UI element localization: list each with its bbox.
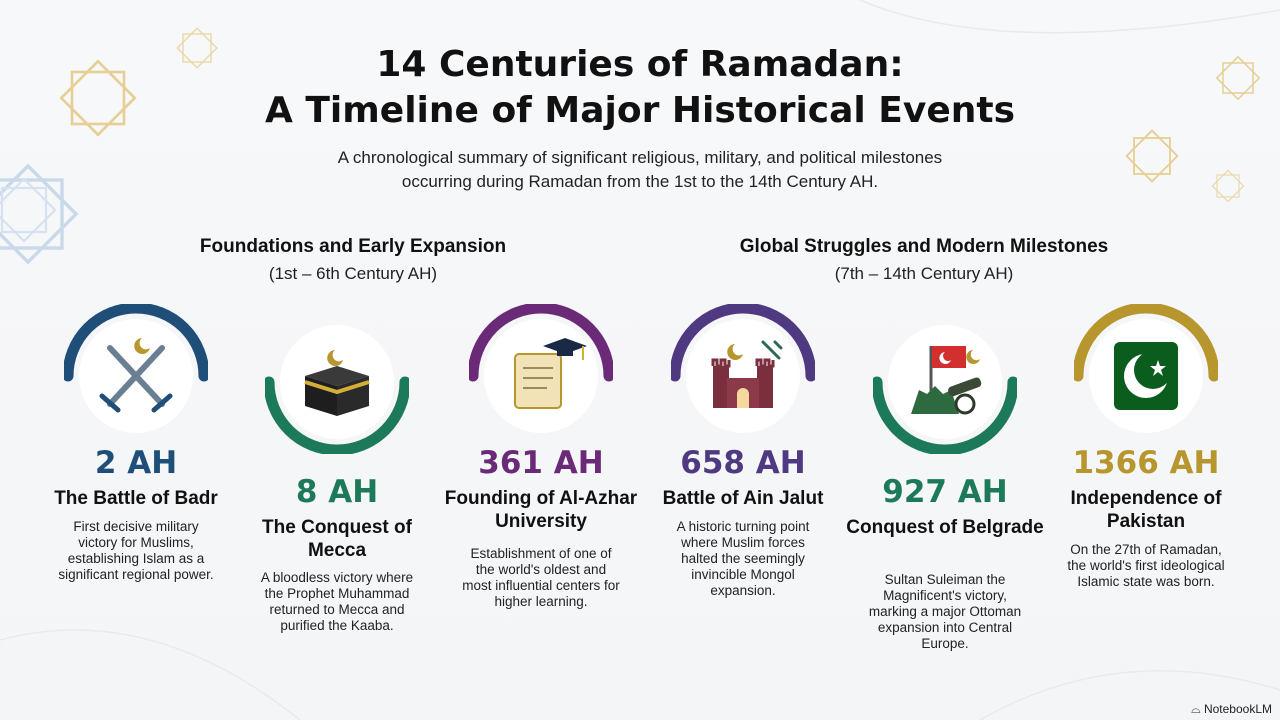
event-year: 8 AH [295,474,379,510]
subtitle-line-1: A chronological summary of significant religious, military, and political milestones [337,148,943,167]
event-title: The Conquest of Mecca [262,517,412,561]
event-year: 927 AH [882,474,1008,510]
event-title: Battle of Ain Jalut [662,488,824,509]
timeline-event-belgrade [845,310,1045,660]
event-title: The Battle of Badr [54,488,218,509]
section-header-early [103,233,603,287]
event-description: First decisive military victory for Muslims, establishing Islam as a significant regional power. [58,519,214,582]
section-header-modern [674,233,1174,287]
event-year: 1366 AH [1072,445,1220,481]
star-ornament [0,179,55,241]
page-subtitle [240,146,1040,194]
event-title: Independence of Pakistan [1070,488,1222,532]
timeline-event-ain-jalut [643,304,843,604]
timeline-event-pakistan [1046,304,1246,614]
section-title: Foundations and Early Expansion [199,236,507,257]
event-description: A bloodless victory where the Prophet Muhammad returned to Mecca and purified the Kaaba. [260,570,414,633]
event-title: Founding of Al-Azhar University [444,488,638,532]
event-description: Sultan Suleiman the Magnificent's victory, marking a major Ottoman expansion into Central Europe. [868,572,1022,651]
subtitle-line-2: occurring during Ramadan from the 1st to the 14th Century AH. [401,172,879,191]
event-title: Conquest of Belgrade [846,517,1044,538]
section-range: (7th – 14th Century AH) [834,264,1014,283]
section-title: Global Struggles and Modern Milestones [739,236,1109,257]
timeline-event-badr [36,304,236,604]
star-ornament [1212,170,1243,201]
section-range: (1st – 6th Century AH) [268,264,438,283]
event-medallion [873,310,1017,454]
event-description: Establishment of one of the world's oldest and most influential centers for higher learning. [462,546,620,609]
timeline-event-mecca [237,310,437,650]
title-line-2: A Timeline of Major Historical Events [264,90,1016,131]
event-year: 658 AH [680,445,806,481]
pakistan-flag-icon [1114,342,1178,410]
brand-name: NotebookLM [1203,702,1272,716]
title-line-1: 14 Centuries of Ramadan: [376,44,904,85]
event-description: On the 27th of Ramadan, the world's first ideological Islamic state was born. [1067,542,1225,589]
brand-watermark [1191,702,1272,717]
event-medallion [671,304,815,448]
star-ornament [0,166,76,262]
event-year: 361 AH [478,445,604,481]
page-title [0,42,1280,134]
timeline-event-al-azhar [441,304,641,614]
event-medallion [1074,304,1218,448]
star-ornament [1127,131,1178,182]
event-year: 2 AH [94,445,178,481]
event-medallion [64,304,208,448]
wave-line [860,0,1280,33]
notebook-logo-icon: ⌓ [1191,702,1201,716]
event-medallion [469,304,613,448]
event-description: A historic turning point where Muslim forces halted the seemingly invincible Mongol expansion. [676,519,810,598]
event-medallion [265,310,409,454]
